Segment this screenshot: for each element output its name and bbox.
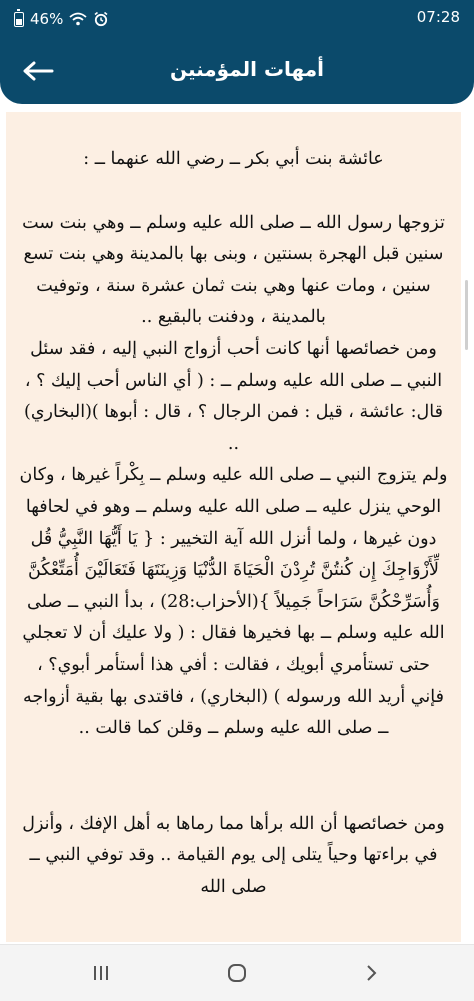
article-paragraph: ومن خصائصها أن الله برأها مما رماها به أهل الإفك ، وأنزل في براءتها وحياً يتلى إلى يوم القيامة .. وقد توفي النبي ــ صلى الله xyxy=(22,813,445,897)
wifi-icon xyxy=(69,12,87,26)
recent-apps-button[interactable] xyxy=(86,960,116,986)
arrow-left-icon xyxy=(22,61,54,81)
chevron-right-icon xyxy=(363,963,379,983)
page-title: أمهات المؤمنين xyxy=(169,57,324,81)
article-paragraph: ولم يتزوج النبي ــ صلى الله عليه وسلم ــ بِكْراً غيرها ، وكان الوحي ينزل عليه ــ صلى الله عليه وسلم ــ وهو في لحافها دون غيرها ، ولما أنزل الله آية التخيير : { يَا أَيُّهَا النَّبِيُّ قُل لِّأَزْوَاجِكَ إِن كُنتُنَّ تُرِدْنَ الْحَيَاةَ الدُّنْيَا وَزِينَتَهَا فَتَعَالَيْنَ أُمَتِّعْكُنَّ وَأُسَرِّحْكُنَّ سَرَاحاً جَمِيلاً }(الأحزاب:28) ، بدأ النبي ــ صلى الله عليه وسلم ــ بها فخيرها فقال : ( ولا عليك أن لا تعجلي حتى تستأمري أبويك ، فقالت : أفي هذا أستأمر أبوي؟ ، فإني أريد الله ورسوله ) (البخاري) ، فاقتدى بها بقية أزواجه ــ صلى الله عليه وسلم ــ وقلن كما قالت .. xyxy=(19,465,448,739)
article-paragraph: ومن خصائصها أنها كانت أحب أزواج النبي إليه ، فقد سئل النبي ــ صلى الله عليه وسلم ــ : ( أي الناس أحب إليك ؟ ، قال: عائشة ، قيل : فمن الرجال ؟ ، قال : أبوها )(البخاري) .. xyxy=(24,338,443,454)
app-bar xyxy=(0,38,474,104)
home-icon xyxy=(226,962,248,984)
article-body xyxy=(6,112,461,903)
status-left xyxy=(14,8,109,30)
recent-apps-icon xyxy=(91,963,111,983)
battery-icon xyxy=(14,12,24,27)
status-time: 07:28 xyxy=(416,8,460,26)
back-button[interactable] xyxy=(18,56,58,86)
system-nav-bar xyxy=(0,944,474,1001)
home-button[interactable] xyxy=(222,960,252,986)
alarm-icon xyxy=(93,11,109,27)
battery-percent: 46% xyxy=(30,10,64,28)
scrollbar[interactable] xyxy=(465,280,468,350)
article-heading: عائشة بنت أبي بكر ــ رضي الله عنهما ــ : xyxy=(83,149,384,169)
article-content[interactable] xyxy=(6,112,461,942)
article-paragraph: تزوجها رسول الله ــ صلى الله عليه وسلم ــ وهي بنت ست سنين قبل الهجرة بسنتين ، وبنى بها بالمدينة وهي بنت تسع سنين ، ومات عنها وهي بنت ثمان عشرة سنة ، وتوفيت بالمدينة ، ودفنت بالبقيع .. xyxy=(22,212,445,328)
status-bar xyxy=(0,0,474,38)
nav-back-button[interactable] xyxy=(356,960,386,986)
